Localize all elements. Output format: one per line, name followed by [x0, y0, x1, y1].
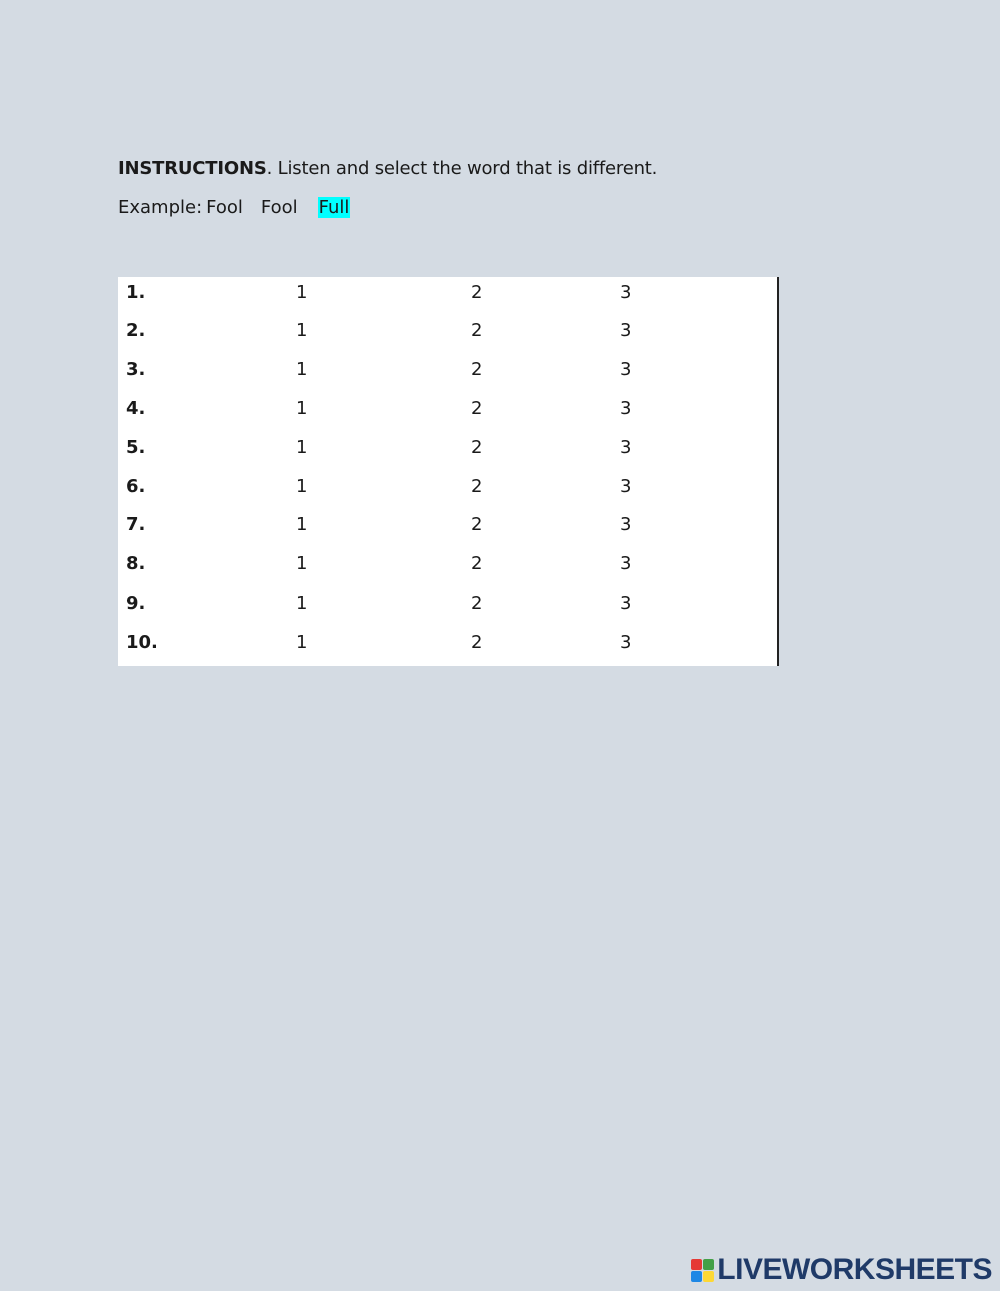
brand-logo — [691, 1253, 992, 1287]
example-word-2: Fool — [260, 197, 298, 218]
table-row — [118, 550, 777, 588]
option-2[interactable]: 2 — [471, 282, 483, 303]
logo-square-red — [691, 1259, 702, 1270]
option-1[interactable]: 1 — [296, 632, 308, 653]
table-row — [118, 356, 777, 394]
option-3[interactable]: 3 — [620, 553, 632, 574]
option-1[interactable]: 1 — [296, 320, 308, 341]
option-2[interactable]: 2 — [471, 437, 483, 458]
brand-text: LIVEWORKSHEETS — [717, 1253, 992, 1286]
option-2[interactable]: 2 — [471, 593, 483, 614]
option-3[interactable]: 3 — [620, 514, 632, 535]
item-number: 7. — [126, 514, 146, 535]
instructions-label: INSTRUCTIONS — [118, 158, 267, 179]
table-row — [118, 590, 777, 628]
item-number: 1. — [126, 282, 146, 303]
example-label: Example: — [118, 197, 203, 218]
option-1[interactable]: 1 — [296, 359, 308, 380]
liveworksheets-logo-icon — [691, 1259, 714, 1282]
instructions-line — [118, 158, 657, 179]
option-1[interactable]: 1 — [296, 514, 308, 535]
option-1[interactable]: 1 — [296, 593, 308, 614]
item-number: 9. — [126, 593, 146, 614]
option-1[interactable]: 1 — [296, 437, 308, 458]
table-row — [118, 317, 777, 355]
logo-square-yellow — [703, 1271, 714, 1282]
option-1[interactable]: 1 — [296, 553, 308, 574]
option-3[interactable]: 3 — [620, 593, 632, 614]
option-3[interactable]: 3 — [620, 359, 632, 380]
table-row — [118, 434, 777, 472]
item-number: 3. — [126, 359, 146, 380]
option-2[interactable]: 2 — [471, 398, 483, 419]
table-row — [118, 511, 777, 549]
example-word-1: Fool — [206, 197, 243, 218]
item-number: 4. — [126, 398, 146, 419]
item-number: 8. — [126, 553, 146, 574]
table-row — [118, 629, 777, 667]
item-number: 2. — [126, 320, 146, 341]
option-2[interactable]: 2 — [471, 476, 483, 497]
logo-square-green — [703, 1259, 714, 1270]
item-number: 6. — [126, 476, 146, 497]
option-2[interactable]: 2 — [471, 320, 483, 341]
option-2[interactable]: 2 — [471, 514, 483, 535]
option-3[interactable]: 3 — [620, 398, 632, 419]
option-2[interactable]: 2 — [471, 359, 483, 380]
option-2[interactable]: 2 — [471, 553, 483, 574]
option-2[interactable]: 2 — [471, 632, 483, 653]
logo-square-blue — [691, 1271, 702, 1282]
table-row — [118, 395, 777, 433]
option-1[interactable]: 1 — [296, 398, 308, 419]
example-word-highlighted: Full — [318, 197, 350, 218]
answer-table — [118, 277, 779, 666]
option-3[interactable]: 3 — [620, 476, 632, 497]
example-line — [118, 197, 350, 218]
option-1[interactable]: 1 — [296, 282, 308, 303]
option-3[interactable]: 3 — [620, 320, 632, 341]
table-row — [118, 279, 777, 317]
option-3[interactable]: 3 — [620, 282, 632, 303]
option-3[interactable]: 3 — [620, 632, 632, 653]
option-3[interactable]: 3 — [620, 437, 632, 458]
table-row — [118, 473, 777, 511]
instructions-text: . Listen and select the word that is different. — [266, 158, 658, 179]
item-number: 10. — [126, 632, 158, 653]
option-1[interactable]: 1 — [296, 476, 308, 497]
item-number: 5. — [126, 437, 146, 458]
